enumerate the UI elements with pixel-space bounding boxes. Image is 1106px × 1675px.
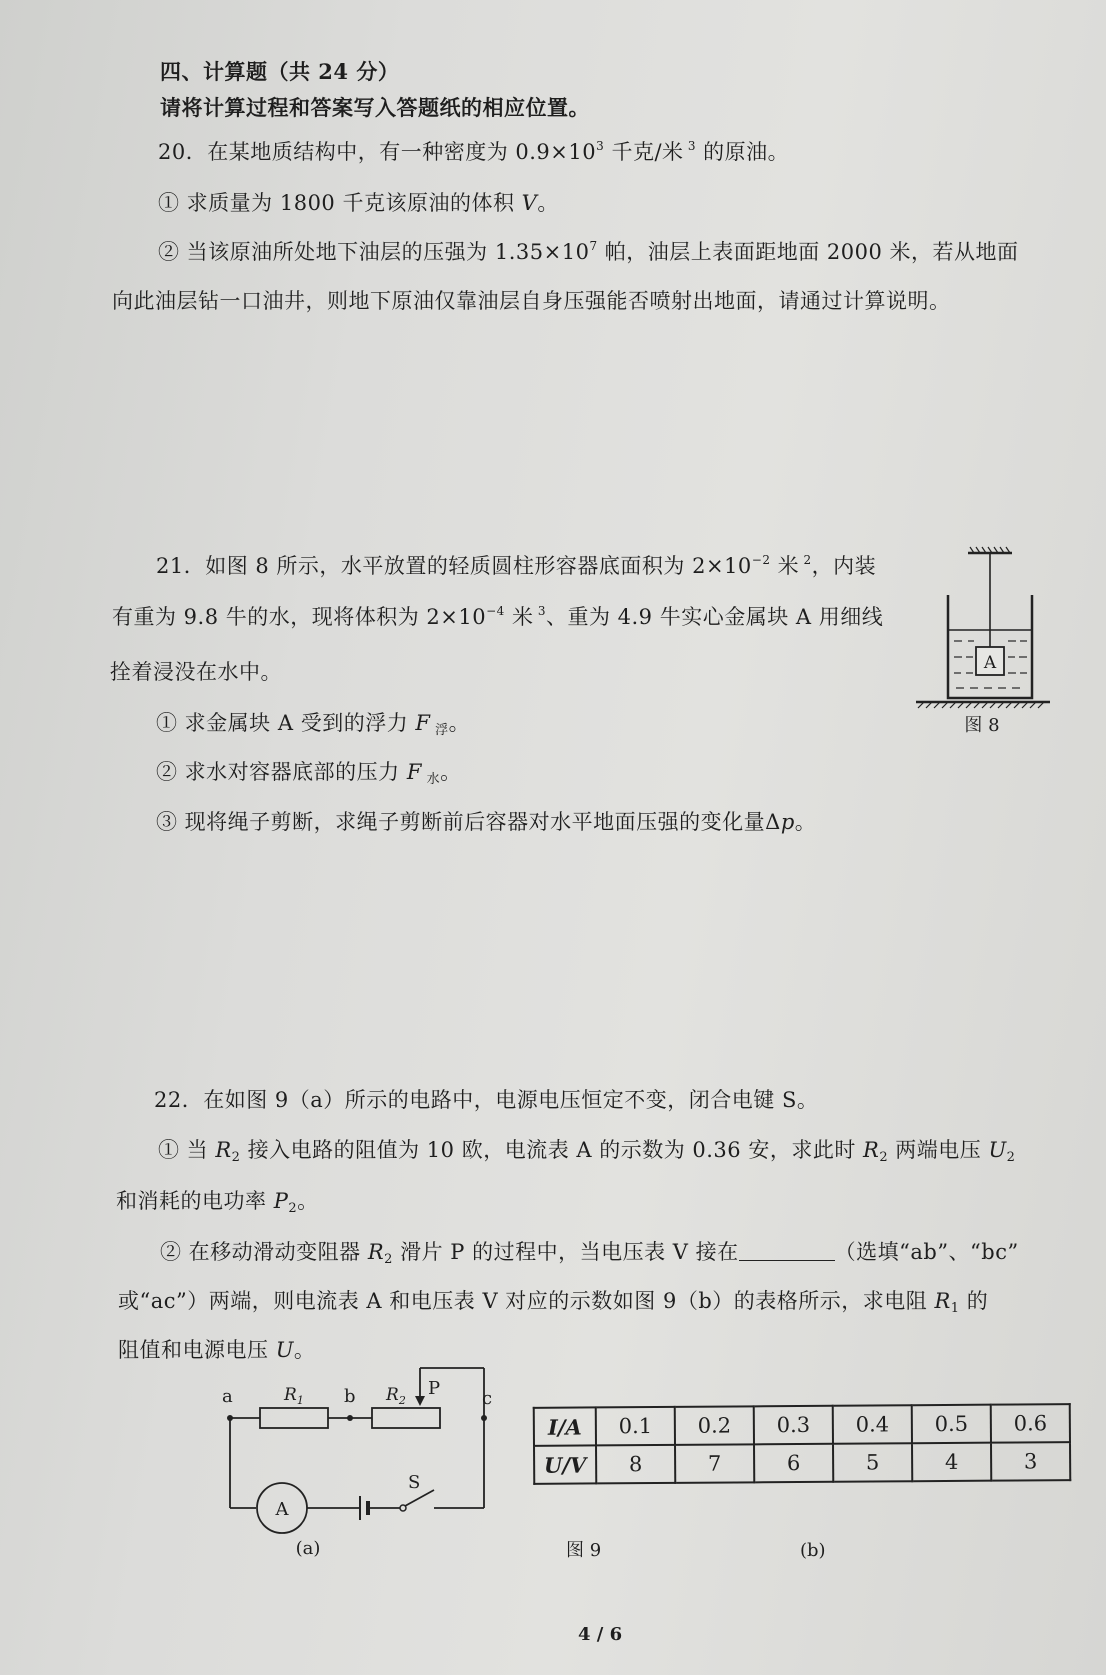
table-cell: 0.5 (912, 1405, 991, 1444)
q22-part1: ① 当 $R_2$ 接入电路的阻值为 10 欧，电流表 A 的示数为 0.36 安，求此时 $R_2$ 两端电压 $U_2$ (158, 1138, 1016, 1165)
figure-9a-circuit (200, 1360, 510, 1560)
q22-part2-line3: 阻值和电源电压 U。 (118, 1338, 316, 1362)
table-header-i: I/A (534, 1407, 596, 1445)
table-cell: 0.2 (675, 1406, 754, 1445)
table-cell: 6 (754, 1444, 833, 1483)
q22-stem: 22．在如图 9（a）所示的电路中，电源电压恒定不变，闭合电键 S。 (154, 1088, 819, 1112)
table-cell: 0.1 (596, 1407, 675, 1446)
q21-part3: ③ 现将绳子剪断，求绳子剪断前后容器对水平地面压强的变化量Δp。 (156, 810, 817, 834)
table-cell: 0.4 (833, 1405, 912, 1444)
table-cell: 3 (991, 1442, 1070, 1481)
figure-8-container-diagram (910, 545, 1060, 735)
r2-label: $R_2$ (386, 1385, 406, 1407)
node-c-label: c (482, 1388, 493, 1409)
table-header-u: U/V (534, 1445, 596, 1483)
figure-9b-caption: (b) (800, 1540, 826, 1561)
figure-8-caption: 图 8 (964, 715, 1000, 735)
q22-part1-line2: 和消耗的电功率 $P_2$。 (116, 1189, 319, 1216)
table-cell: 7 (675, 1444, 754, 1483)
table-cell: 4 (912, 1443, 991, 1482)
q21-part1: ① 求金属块 A 受到的浮力 F $_浮$。 (156, 711, 471, 738)
answer-blank[interactable] (739, 1242, 835, 1261)
table-cell: 8 (596, 1445, 675, 1484)
table-row-current (534, 1404, 1070, 1446)
q20-stem: 20．在某地质结构中，有一种密度为 $0.9\times 10^3$ 千克/米 $^3$ 的原油。 (158, 139, 790, 164)
r1-label: $R_1$ (284, 1385, 304, 1407)
q21-stem-line1: 21．如图 8 所示，水平放置的轻质圆柱形容器底面积为 $2\times 10^{-2}$ 米 $^2$，内装 (156, 553, 877, 578)
q21-stem-line2: 有重为 9.8 牛的水，现将体积为 $2\times 10^{-4}$ 米 $^3$、重为 4.9 牛实心金属块 A 用细线 (112, 604, 884, 629)
figure-9b-table (533, 1403, 1072, 1485)
q22-part2: ② 在移动滑动变阻器 $R_2$ 滑片 P 的过程中，当电压表 V 接在 （选填“ab”、“bc” (160, 1240, 1019, 1267)
resistor-r2 (372, 1408, 440, 1428)
q21-stem-line3: 拴着浸没在水中。 (110, 660, 282, 684)
ammeter-label: A (275, 1499, 289, 1520)
resistor-r1 (260, 1408, 328, 1428)
table-row-voltage (534, 1442, 1070, 1484)
node-b-label: b (344, 1386, 356, 1407)
q20-part1: ① 求质量为 1800 千克该原油的体积 V。 (158, 191, 559, 215)
figure-9a-caption: (a) (295, 1538, 321, 1559)
section-heading: 四、计算题（共 24 分） (160, 59, 400, 84)
q21-part2: ② 求水对容器底部的压力 F $_水$。 (156, 760, 462, 787)
q22-part2-line2: 或“ac”）两端，则电流表 A 和电压表 V 对应的示数如图 9（b）的表格所示，求电阻 $R_1$ 的 (118, 1289, 989, 1316)
figure-9-caption: 图 9 (566, 1540, 602, 1561)
section-instruction: 请将计算过程和答案写入答题纸的相应位置。 (160, 95, 590, 120)
page-number: 4 / 6 (578, 1624, 623, 1645)
q20-part2: ② 当该原油所处地下油层的压强为 $1.35\times 10^7$ 帕，油层上表面距地面 2000 米，若从地面 (158, 239, 1019, 264)
switch-label: S (408, 1472, 421, 1493)
slider-p-label: P (428, 1378, 441, 1399)
table-cell: 0.3 (754, 1406, 833, 1445)
node-a-label: a (222, 1386, 233, 1407)
svg-text:A: A (983, 653, 997, 673)
q20-part2-line2: 向此油层钻一口油井，则地下原油仅靠油层自身压强能否喷射出地面，请通过计算说明。 (112, 289, 951, 313)
table-cell: 0.6 (991, 1404, 1070, 1443)
table-cell: 5 (833, 1443, 912, 1482)
